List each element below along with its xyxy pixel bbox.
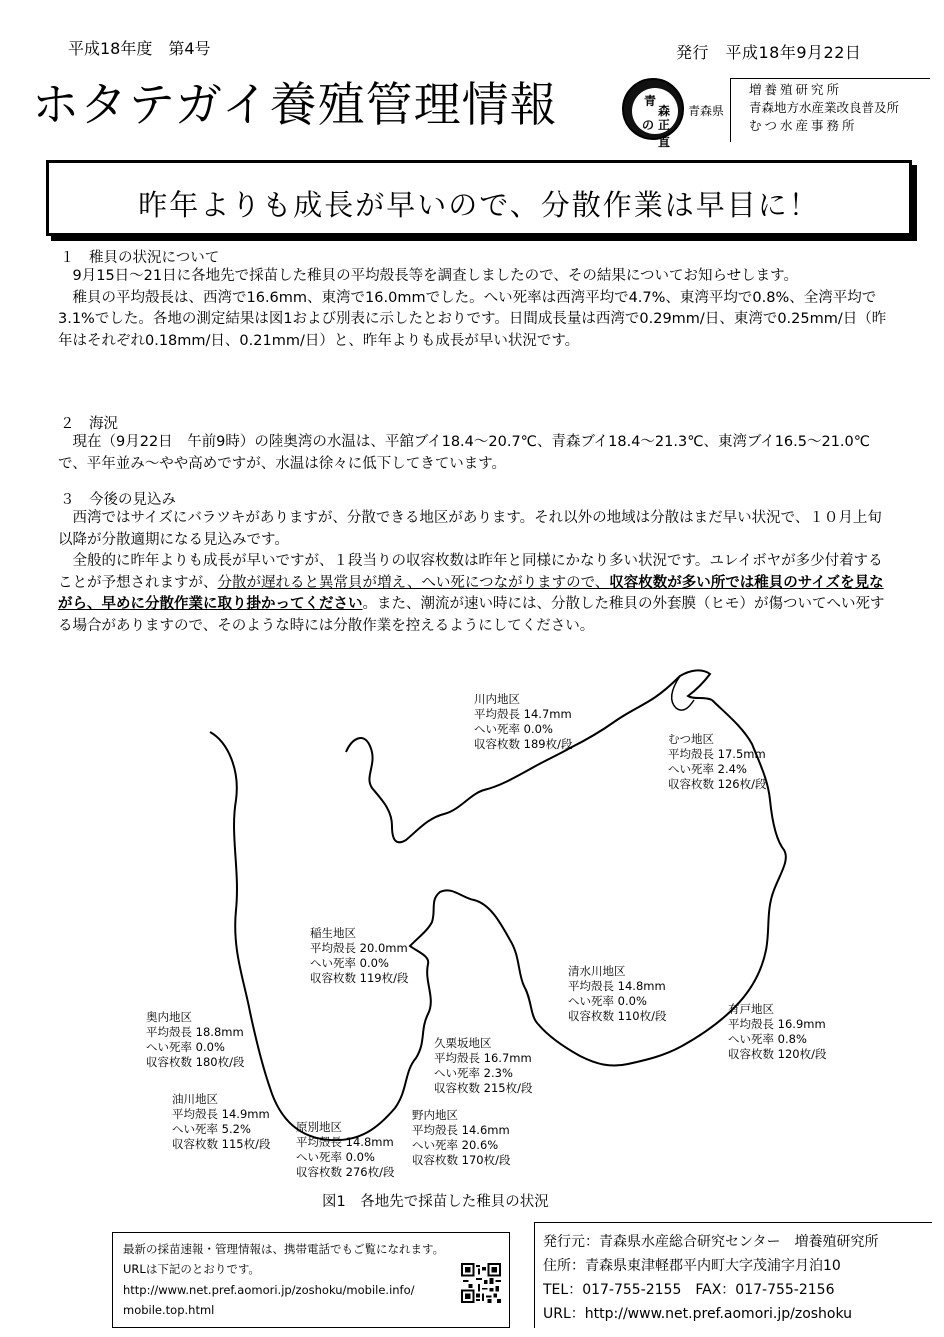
site-mortality: へい死率 0.0% bbox=[474, 722, 553, 736]
site-length: 平均殻長 16.7mm bbox=[434, 1051, 532, 1065]
site-length: 平均殻長 14.8mm bbox=[296, 1135, 394, 1149]
section-3-para-2-d: 。また、潮流が速い時には、分散した稚貝の外套膜（ヒモ）が傷ついてへい死する場合がありますので、そのような時には分散作業を控えるようにしてください。 bbox=[58, 596, 885, 634]
site-count: 収容枚数 170枚/段 bbox=[412, 1153, 511, 1167]
site-count: 収容枚数 180枚/段 bbox=[146, 1055, 245, 1069]
site-name: 有戸地区 bbox=[728, 1002, 774, 1016]
site-harabetsu bbox=[296, 1120, 394, 1180]
section-2-body bbox=[58, 432, 888, 475]
mobile-url-1[interactable]: http://www.net.pref.aomori.jp/zoshoku/mobile.info/ bbox=[123, 1283, 415, 1297]
section-1-para-1: 9月15日～21日に各地先で採苗した稚貝の平均殻長等を調査しましたので、その結果についてお知らせします。 bbox=[72, 268, 798, 284]
publish-date: 発行 平成18年9月22日 bbox=[676, 43, 862, 62]
site-name: 野内地区 bbox=[412, 1108, 458, 1122]
org-1: 増養殖研究所 bbox=[749, 82, 843, 97]
site-name: 清水川地区 bbox=[568, 964, 626, 978]
contact-box bbox=[534, 1222, 932, 1328]
site-name: 久栗坂地区 bbox=[434, 1036, 492, 1050]
site-shimizugawa bbox=[568, 964, 666, 1024]
address: 住所：青森県東津軽郡平内町大字茂浦字月泊10 bbox=[543, 1258, 841, 1274]
seal-char-2: 森 bbox=[658, 104, 671, 118]
site-mortality: へい死率 2.4% bbox=[668, 762, 747, 776]
site-inao bbox=[310, 926, 408, 986]
organization-list bbox=[730, 78, 930, 142]
section-3-title: ３ 今後の見込み bbox=[60, 492, 176, 508]
section-1-body bbox=[58, 266, 888, 352]
site-count: 収容枚数 120枚/段 bbox=[728, 1047, 827, 1061]
section-3-body bbox=[58, 508, 888, 637]
site-length: 平均殻長 14.7mm bbox=[474, 707, 572, 721]
prefecture-label: 青森県 bbox=[688, 104, 725, 118]
section-3-bold-warning: 収容枚数が多い所では稚貝のサイズを見ながら、早めに分散作業に取り掛かってください bbox=[58, 574, 884, 612]
site-mortality: へい死率 0.0% bbox=[310, 956, 389, 970]
site-mortality: へい死率 0.0% bbox=[296, 1150, 375, 1164]
info-line-2: URLは下記のとおりです。 bbox=[123, 1262, 260, 1276]
site-length: 平均殻長 14.6mm bbox=[412, 1123, 510, 1137]
site-count: 収容枚数 126枚/段 bbox=[668, 777, 767, 791]
section-3-para-2-a: 全般的に昨年よりも成長が早いですが、１段当りの収容枚数は昨年と同様にかなり多い状況です。ユレイボヤが多少付着することが予想されますが、 bbox=[58, 553, 883, 591]
issue-number: 平成18年度 第4号 bbox=[68, 39, 211, 58]
site-mortality: へい死率 2.3% bbox=[434, 1066, 513, 1080]
issuer: 発行元：青森県水産総合研究センター 増養殖研究所 bbox=[543, 1234, 879, 1250]
site-count: 収容枚数 215枚/段 bbox=[434, 1081, 533, 1095]
site-name: 油川地区 bbox=[172, 1092, 218, 1106]
site-mutsu bbox=[668, 732, 766, 792]
site-length: 平均殻長 18.8mm bbox=[146, 1025, 244, 1039]
site-name: 稲生地区 bbox=[310, 926, 356, 940]
site-kukurizaka bbox=[434, 1036, 532, 1096]
headline: 昨年よりも成長が早いので、分散作業は早目に！ bbox=[138, 188, 820, 222]
seal-char-3: の bbox=[642, 118, 655, 132]
qr-code-icon[interactable] bbox=[461, 1263, 501, 1303]
site-mortality: へい死率 0.0% bbox=[568, 994, 647, 1008]
site-length: 平均殻長 14.8mm bbox=[568, 979, 666, 993]
website-url[interactable]: URL：http://www.net.pref.aomori.jp/zoshoku bbox=[543, 1306, 853, 1322]
section-3-para-1: 西湾ではサイズにバラツキがありますが、分散できる地区があります。それ以外の地域は分散はまだ早い状況で、１０月上旬以降が分散適期になる見込みです。 bbox=[58, 510, 882, 548]
site-name: むつ地区 bbox=[668, 732, 714, 746]
section-2-title: ２ 海況 bbox=[60, 416, 118, 432]
org-2: 青森地方水産業改良普及所 bbox=[749, 100, 900, 115]
seal-logo bbox=[622, 78, 684, 149]
phone-fax: TEL：017-755-2155 FAX：017-755-2156 bbox=[543, 1282, 835, 1298]
site-count: 収容枚数 119枚/段 bbox=[310, 971, 409, 985]
site-mortality: へい死率 0.0% bbox=[146, 1040, 225, 1054]
figure-caption: 図1 各地先で採苗した稚貝の状況 bbox=[322, 1194, 549, 1210]
section-3-para-2 bbox=[58, 551, 888, 637]
site-nonai bbox=[412, 1108, 510, 1168]
site-length: 平均殻長 14.9mm bbox=[172, 1107, 270, 1121]
headline-box bbox=[46, 160, 912, 236]
newsletter-title: ホタテガイ養殖管理情報 bbox=[32, 78, 558, 133]
site-length: 平均殻長 16.9mm bbox=[728, 1017, 826, 1031]
site-name: 原別地区 bbox=[296, 1120, 342, 1134]
site-count: 収容枚数 115枚/段 bbox=[172, 1137, 271, 1151]
section-1-para-2: 稚貝の平均殻長は、西湾で16.6mm、東湾で16.0mmでした。へい死率は西湾平均で4.7%、東湾平均で0.8%、全湾平均で3.1%でした。各地の測定結果は図1および別表に示したとおりです。日間成長量は西湾で0.29mm/日、東湾で0.25mm/日（昨年はそれぞれ0.18mm/日、0.21mm/日）と、昨年よりも成長が早い状況です。 bbox=[58, 289, 887, 349]
site-aburakawa bbox=[172, 1092, 270, 1152]
site-mortality: へい死率 0.8% bbox=[728, 1032, 807, 1046]
org-3: むつ水産事務所 bbox=[749, 118, 858, 133]
site-mortality: へい死率 5.2% bbox=[172, 1122, 251, 1136]
section-1-title: １ 稚貝の状況について bbox=[60, 250, 220, 266]
seal-char-4: 正直 bbox=[658, 118, 671, 149]
seal-char-1: 青 bbox=[644, 94, 657, 108]
mobile-url-2[interactable]: mobile.top.html bbox=[123, 1303, 215, 1317]
site-count: 収容枚数 110枚/段 bbox=[568, 1009, 667, 1023]
mobile-info-box bbox=[112, 1232, 510, 1328]
site-length: 平均殻長 17.5mm bbox=[668, 747, 766, 761]
site-count: 収容枚数 189枚/段 bbox=[474, 737, 573, 751]
site-ariyado bbox=[728, 1002, 826, 1062]
section-2-para-1: 現在（9月22日 午前9時）の陸奥湾の水温は、平舘ブイ18.4～20.7℃、青森ブイ18.4～21.3℃、東湾ブイ16.5～21.0℃で、平年並み～やや高めですが、水温は徐々に低下してきています。 bbox=[58, 434, 871, 472]
site-count: 収容枚数 276枚/段 bbox=[296, 1165, 395, 1179]
site-length: 平均殻長 20.0mm bbox=[310, 941, 408, 955]
site-okunai bbox=[146, 1010, 244, 1070]
section-3-underlined: 分散が遅れると異常貝が増え、へい死につながりますので、 bbox=[217, 574, 610, 591]
site-mortality: へい死率 20.6% bbox=[412, 1138, 499, 1152]
site-name: 奥内地区 bbox=[146, 1010, 192, 1024]
info-line-1: 最新の採苗速報・管理情報は、携帯電話でもご覧になれます。 bbox=[123, 1242, 445, 1256]
site-name: 川内地区 bbox=[474, 692, 520, 706]
site-kawauchi bbox=[474, 692, 572, 752]
